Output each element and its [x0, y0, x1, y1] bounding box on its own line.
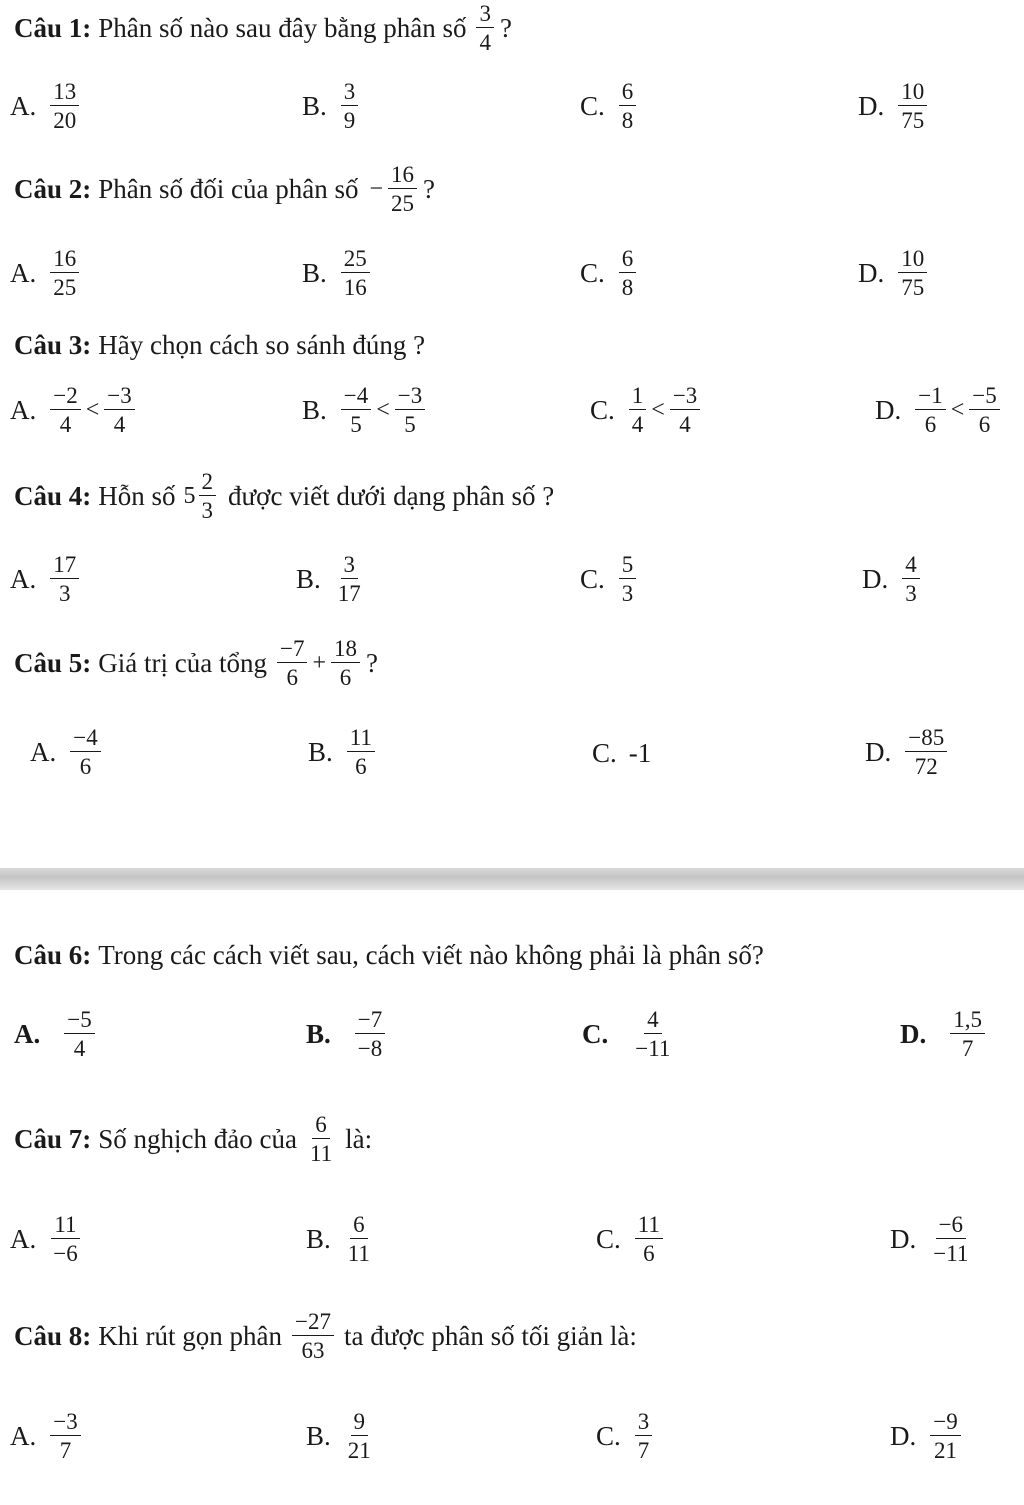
fraction: $\frac{-1}{6}$ [915, 384, 945, 436]
question-text: Hỗn số [98, 480, 176, 511]
q1-option-c[interactable]: C. $\frac{6}{8}$ [580, 80, 638, 132]
question-label: Câu 2: [14, 173, 92, 204]
q2-option-c[interactable]: C. $\frac{6}{8}$ [580, 247, 638, 299]
question-label: Câu 3: [14, 330, 92, 360]
fraction: $\frac{16}{25}$ [388, 163, 417, 215]
q4-option-d[interactable]: D. $\frac{4}{3}$ [862, 553, 922, 605]
page-separator [0, 868, 1024, 890]
q8-option-b[interactable]: B. $\frac{9}{21}$ [306, 1410, 376, 1462]
fraction: $\frac{-3}{4}$ [670, 384, 700, 436]
fraction: $\frac{3}{17}$ [337, 552, 361, 606]
fraction: $\frac{-85}{72}$ [905, 726, 947, 778]
question-2-stem [14, 163, 435, 215]
question-text-after: ta được phân số tối giản là: [343, 1320, 637, 1351]
fraction: $\frac{16}{25}$ [50, 247, 79, 299]
question-text: Hãy chọn cách so sánh đúng ? [98, 330, 426, 360]
fraction: $\frac{-7}{-8}$ [355, 1008, 385, 1060]
question-label: Câu 7: [14, 1123, 92, 1154]
question-text: Số nghịch đảo của [98, 1123, 297, 1154]
q6-option-d[interactable]: D. $\frac{1,5}{7}$ [900, 1008, 987, 1060]
minus-sign: − [369, 175, 384, 202]
option-value: -1 [628, 738, 652, 768]
q4-option-a[interactable]: A. $\frac{17}{3}$ [10, 553, 81, 605]
fraction: $\frac{-5}{6}$ [969, 384, 999, 436]
question-text: Khi rút gọn phân [98, 1320, 282, 1351]
question-text: Phân số nào sau đây bằng phân số [98, 12, 467, 43]
fraction: $\frac{6}{8}$ [619, 80, 637, 132]
fraction: $\frac{4}{-11}$ [635, 1007, 671, 1061]
question-8-stem [14, 1310, 637, 1362]
question-1-stem [14, 2, 512, 54]
fraction: $\frac{3}{4}$ [476, 2, 494, 54]
question-label: Câu 4: [14, 480, 92, 511]
q5-option-c[interactable]: C. -1 [592, 738, 652, 768]
fraction: $\frac{11}{6}$ [347, 726, 375, 778]
fraction: $\frac{6}{8}$ [619, 247, 637, 299]
mixed-number-whole: 5 [183, 482, 196, 509]
less-than-sign: < [950, 396, 965, 423]
fraction: $\frac{-5}{4}$ [64, 1008, 94, 1060]
q7-option-b[interactable]: B. $\frac{6}{11}$ [306, 1213, 375, 1265]
fraction: $\frac{-2}{4}$ [50, 384, 80, 436]
worksheet-page-2 [0, 890, 1024, 1505]
fraction: $\frac{2}{3}$ [199, 470, 217, 522]
fraction: $\frac{1}{4}$ [629, 384, 647, 436]
question-4-stem [14, 470, 554, 522]
q2-option-d[interactable]: D. $\frac{10}{75}$ [858, 247, 929, 299]
question-6-stem [14, 940, 772, 971]
fraction: $\frac{9}{21}$ [347, 1409, 371, 1463]
question-5-stem [14, 637, 378, 689]
fraction: $\frac{10}{75}$ [898, 247, 927, 299]
q3-option-a[interactable]: A. $\frac{-2}{4}$ < $\frac{-3}{4}$ [10, 384, 137, 436]
question-label: Câu 8: [14, 1320, 92, 1351]
fraction: $\frac{11}{-6}$ [53, 1212, 78, 1266]
q6-option-a[interactable]: A. $\frac{-5}{4}$ [14, 1008, 97, 1060]
question-label: Câu 1: [14, 12, 92, 43]
fraction: $\frac{3}{7}$ [635, 1410, 653, 1462]
q1-option-d[interactable]: D. $\frac{10}{75}$ [858, 80, 929, 132]
question-text-after: là: [345, 1123, 373, 1154]
q3-option-d[interactable]: D. $\frac{-1}{6}$ < $\frac{-5}{6}$ [875, 384, 1002, 436]
q8-option-c[interactable]: C. $\frac{3}{7}$ [596, 1410, 654, 1462]
plus-sign: + [312, 649, 326, 676]
q6-option-c[interactable]: C. $\frac{4}{-11}$ [582, 1008, 675, 1060]
fraction: $\frac{6}{11}$ [309, 1112, 333, 1166]
fraction: $\frac{-3}{7}$ [50, 1410, 80, 1462]
q1-option-a[interactable]: A. $\frac{13}{20}$ [10, 80, 81, 132]
question-text-after: ? [499, 12, 512, 43]
question-7-stem [14, 1113, 372, 1165]
question-text-after: ? [423, 173, 436, 204]
fraction: $\frac{4}{3}$ [902, 553, 920, 605]
fraction: $\frac{10}{75}$ [898, 80, 927, 132]
fraction: $\frac{11}{6}$ [635, 1213, 663, 1265]
q1-option-b[interactable]: B. $\frac{3}{9}$ [302, 80, 360, 132]
question-text: Phân số đối của phân số [98, 173, 359, 204]
fraction: $\frac{-3}{4}$ [104, 384, 134, 436]
less-than-sign: < [651, 396, 665, 423]
q4-option-b[interactable]: B. $\frac{3}{17}$ [296, 553, 366, 605]
fraction: $\frac{1,5}{7}$ [950, 1008, 985, 1060]
q7-option-a[interactable]: A. $\frac{11}{-6}$ [10, 1213, 83, 1265]
question-label: Câu 5: [14, 647, 92, 678]
q2-option-a[interactable]: A. $\frac{16}{25}$ [10, 247, 81, 299]
fraction: $\frac{17}{3}$ [50, 553, 79, 605]
q3-option-b[interactable]: B. $\frac{-4}{5}$ < $\frac{-3}{5}$ [302, 384, 427, 436]
fraction: $\frac{-6}{-11}$ [933, 1212, 969, 1266]
q7-option-c[interactable]: C. $\frac{11}{6}$ [596, 1213, 665, 1265]
fraction: $\frac{-4}{5}$ [341, 384, 371, 436]
question-text: Trong các cách viết sau, cách viết nào không phải là phân số? [98, 940, 764, 970]
fraction: $\frac{-4}{6}$ [70, 726, 100, 778]
q5-option-d[interactable]: D. $\frac{-85}{72}$ [865, 726, 949, 778]
fraction: $\frac{18}{6}$ [331, 637, 360, 689]
fraction: $\frac{13}{20}$ [50, 80, 79, 132]
question-3-stem [14, 330, 433, 361]
fraction: $\frac{6}{11}$ [347, 1212, 370, 1266]
fraction: $\frac{-3}{5}$ [395, 384, 425, 436]
q6-option-b[interactable]: B. $\frac{-7}{-8}$ [306, 1008, 387, 1060]
question-text-after: ? [366, 647, 378, 678]
less-than-sign: < [376, 396, 390, 423]
fraction: $\frac{25}{16}$ [341, 247, 370, 299]
q4-option-c[interactable]: C. $\frac{5}{3}$ [580, 553, 638, 605]
question-label: Câu 6: [14, 940, 92, 970]
fraction: $\frac{3}{9}$ [341, 80, 359, 132]
q5-option-b[interactable]: B. $\frac{11}{6}$ [308, 726, 377, 778]
fraction: $\frac{-7}{6}$ [277, 637, 307, 689]
question-text: Giá trị của tổng [98, 647, 267, 678]
less-than-sign: < [85, 396, 100, 423]
q8-option-a[interactable]: A. $\frac{-3}{7}$ [10, 1410, 83, 1462]
fraction: $\frac{-27}{63}$ [292, 1310, 334, 1362]
q8-option-d[interactable]: D. $\frac{-9}{21}$ [890, 1410, 963, 1462]
question-text-after: được viết dưới dạng phân số ? [228, 480, 555, 511]
fraction: $\frac{-9}{21}$ [930, 1410, 960, 1462]
q7-option-d[interactable]: D. $\frac{-6}{-11}$ [890, 1213, 973, 1265]
q2-option-b[interactable]: B. $\frac{25}{16}$ [302, 247, 372, 299]
fraction: $\frac{5}{3}$ [619, 553, 637, 605]
q3-option-c[interactable]: C. $\frac{1}{4}$ < $\frac{-3}{4}$ [590, 384, 702, 436]
q5-option-a[interactable]: A. $\frac{-4}{6}$ [30, 726, 103, 778]
